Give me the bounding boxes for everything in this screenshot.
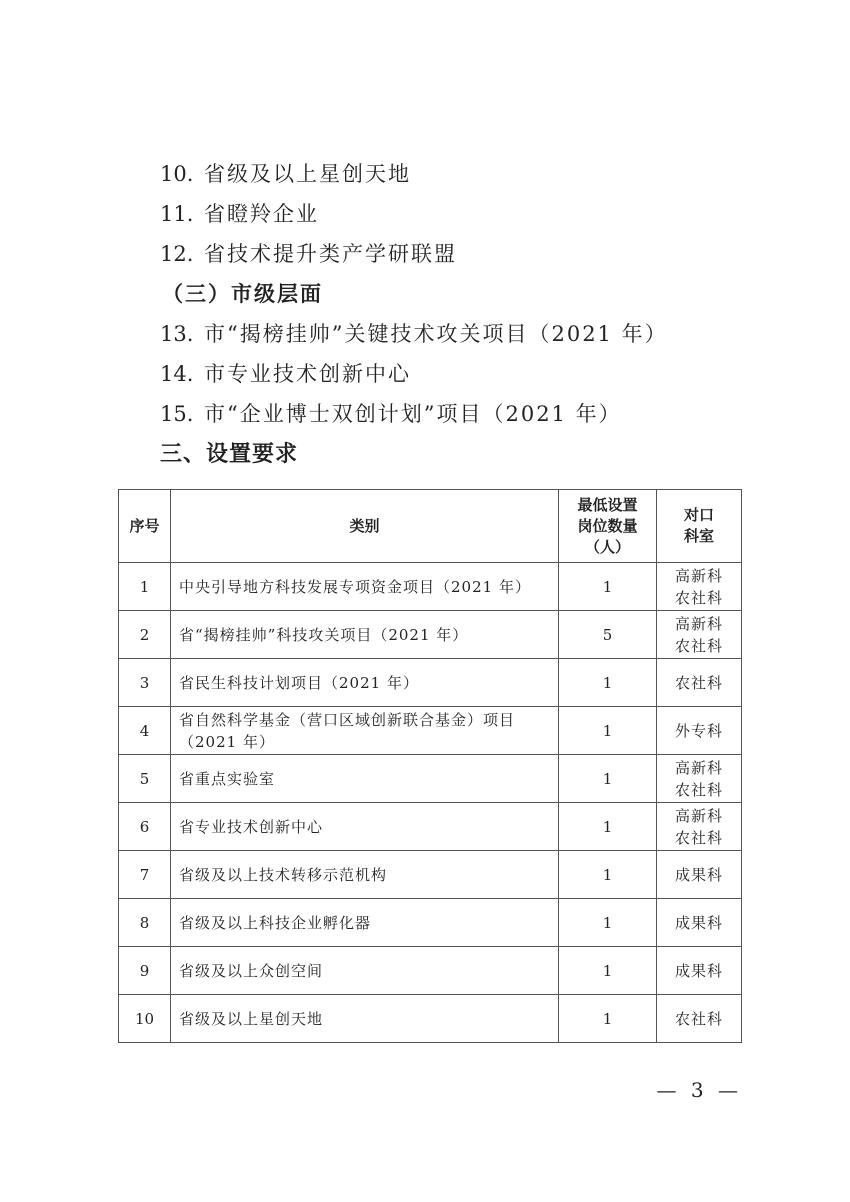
list-item <box>160 394 780 434</box>
cell-count: 1 <box>559 899 657 947</box>
cell-dept: 农社科 <box>657 995 742 1043</box>
table-row <box>119 563 742 611</box>
cell-seq: 9 <box>119 947 171 995</box>
item-text: 市“揭榜挂帅”关键技术攻关项目（2021 年） <box>204 322 668 346</box>
cell-category: 省级及以上众创空间 <box>171 947 559 995</box>
header-positions: 最低设置 岗位数量 （人） <box>559 490 657 563</box>
cell-category: 省级及以上技术转移示范机构 <box>171 851 559 899</box>
cell-category: 省级及以上科技企业孵化器 <box>171 899 559 947</box>
page-number: — 3 — <box>656 1078 742 1102</box>
cell-count: 1 <box>559 755 657 803</box>
header-category: 类别 <box>171 490 559 563</box>
cell-seq: 3 <box>119 659 171 707</box>
table-body <box>119 563 742 1043</box>
item-text: 市“企业博士双创计划”项目（2021 年） <box>204 402 622 426</box>
header-seq: 序号 <box>119 490 171 563</box>
cell-dept: 成果科 <box>657 899 742 947</box>
cell-count: 5 <box>559 611 657 659</box>
list-item <box>160 234 780 274</box>
cell-seq: 4 <box>119 707 171 755</box>
table-row <box>119 755 742 803</box>
table-row <box>119 803 742 851</box>
table-row <box>119 947 742 995</box>
item-text: 省瞪羚企业 <box>204 202 319 226</box>
item-number: 10. <box>160 162 194 186</box>
cell-count: 1 <box>559 659 657 707</box>
cell-count: 1 <box>559 995 657 1043</box>
table-header-row <box>119 490 742 563</box>
table-row <box>119 611 742 659</box>
cell-count: 1 <box>559 563 657 611</box>
cell-category: 中央引导地方科技发展专项资金项目（2021 年） <box>171 563 559 611</box>
item-number: 15. <box>160 402 194 426</box>
item-text: 省级及以上星创天地 <box>204 162 411 186</box>
item-number: 13. <box>160 322 194 346</box>
requirements-table <box>118 489 742 1043</box>
header-dept: 对口 科室 <box>657 490 742 563</box>
item-number: 12. <box>160 242 194 266</box>
cell-category: 省民生科技计划项目（2021 年） <box>171 659 559 707</box>
cell-dept: 高新科 农社科 <box>657 563 742 611</box>
cell-seq: 5 <box>119 755 171 803</box>
cell-seq: 2 <box>119 611 171 659</box>
cell-count: 1 <box>559 947 657 995</box>
cell-dept: 成果科 <box>657 851 742 899</box>
item-number: 14. <box>160 362 194 386</box>
item-list <box>160 154 780 474</box>
list-item <box>160 314 780 354</box>
list-item <box>160 354 780 394</box>
item-text: 省技术提升类产学研联盟 <box>204 242 457 266</box>
cell-category: 省重点实验室 <box>171 755 559 803</box>
cell-dept: 高新科 农社科 <box>657 611 742 659</box>
list-item <box>160 154 780 194</box>
cell-seq: 6 <box>119 803 171 851</box>
cell-dept: 外专科 <box>657 707 742 755</box>
cell-dept: 农社科 <box>657 659 742 707</box>
cell-count: 1 <box>559 803 657 851</box>
cell-seq: 8 <box>119 899 171 947</box>
table-row <box>119 659 742 707</box>
table-row <box>119 995 742 1043</box>
list-item <box>160 194 780 234</box>
cell-seq: 7 <box>119 851 171 899</box>
cell-count: 1 <box>559 851 657 899</box>
cell-dept: 成果科 <box>657 947 742 995</box>
table-row <box>119 707 742 755</box>
cell-dept: 高新科 农社科 <box>657 803 742 851</box>
subsection-heading: （三）市级层面 <box>162 281 323 306</box>
cell-dept: 高新科 农社科 <box>657 755 742 803</box>
cell-category: 省自然科学基金（营口区域创新联合基金）项目 （2021 年） <box>171 707 559 755</box>
cell-seq: 10 <box>119 995 171 1043</box>
cell-category: 省级及以上星创天地 <box>171 995 559 1043</box>
section-heading: 三、设置要求 <box>160 441 299 467</box>
cell-count: 1 <box>559 707 657 755</box>
item-number: 11. <box>160 202 194 226</box>
item-text: 市专业技术创新中心 <box>204 362 411 386</box>
table-row <box>119 899 742 947</box>
cell-category: 省“揭榜挂帅”科技攻关项目（2021 年） <box>171 611 559 659</box>
cell-seq: 1 <box>119 563 171 611</box>
table-row <box>119 851 742 899</box>
cell-category: 省专业技术创新中心 <box>171 803 559 851</box>
